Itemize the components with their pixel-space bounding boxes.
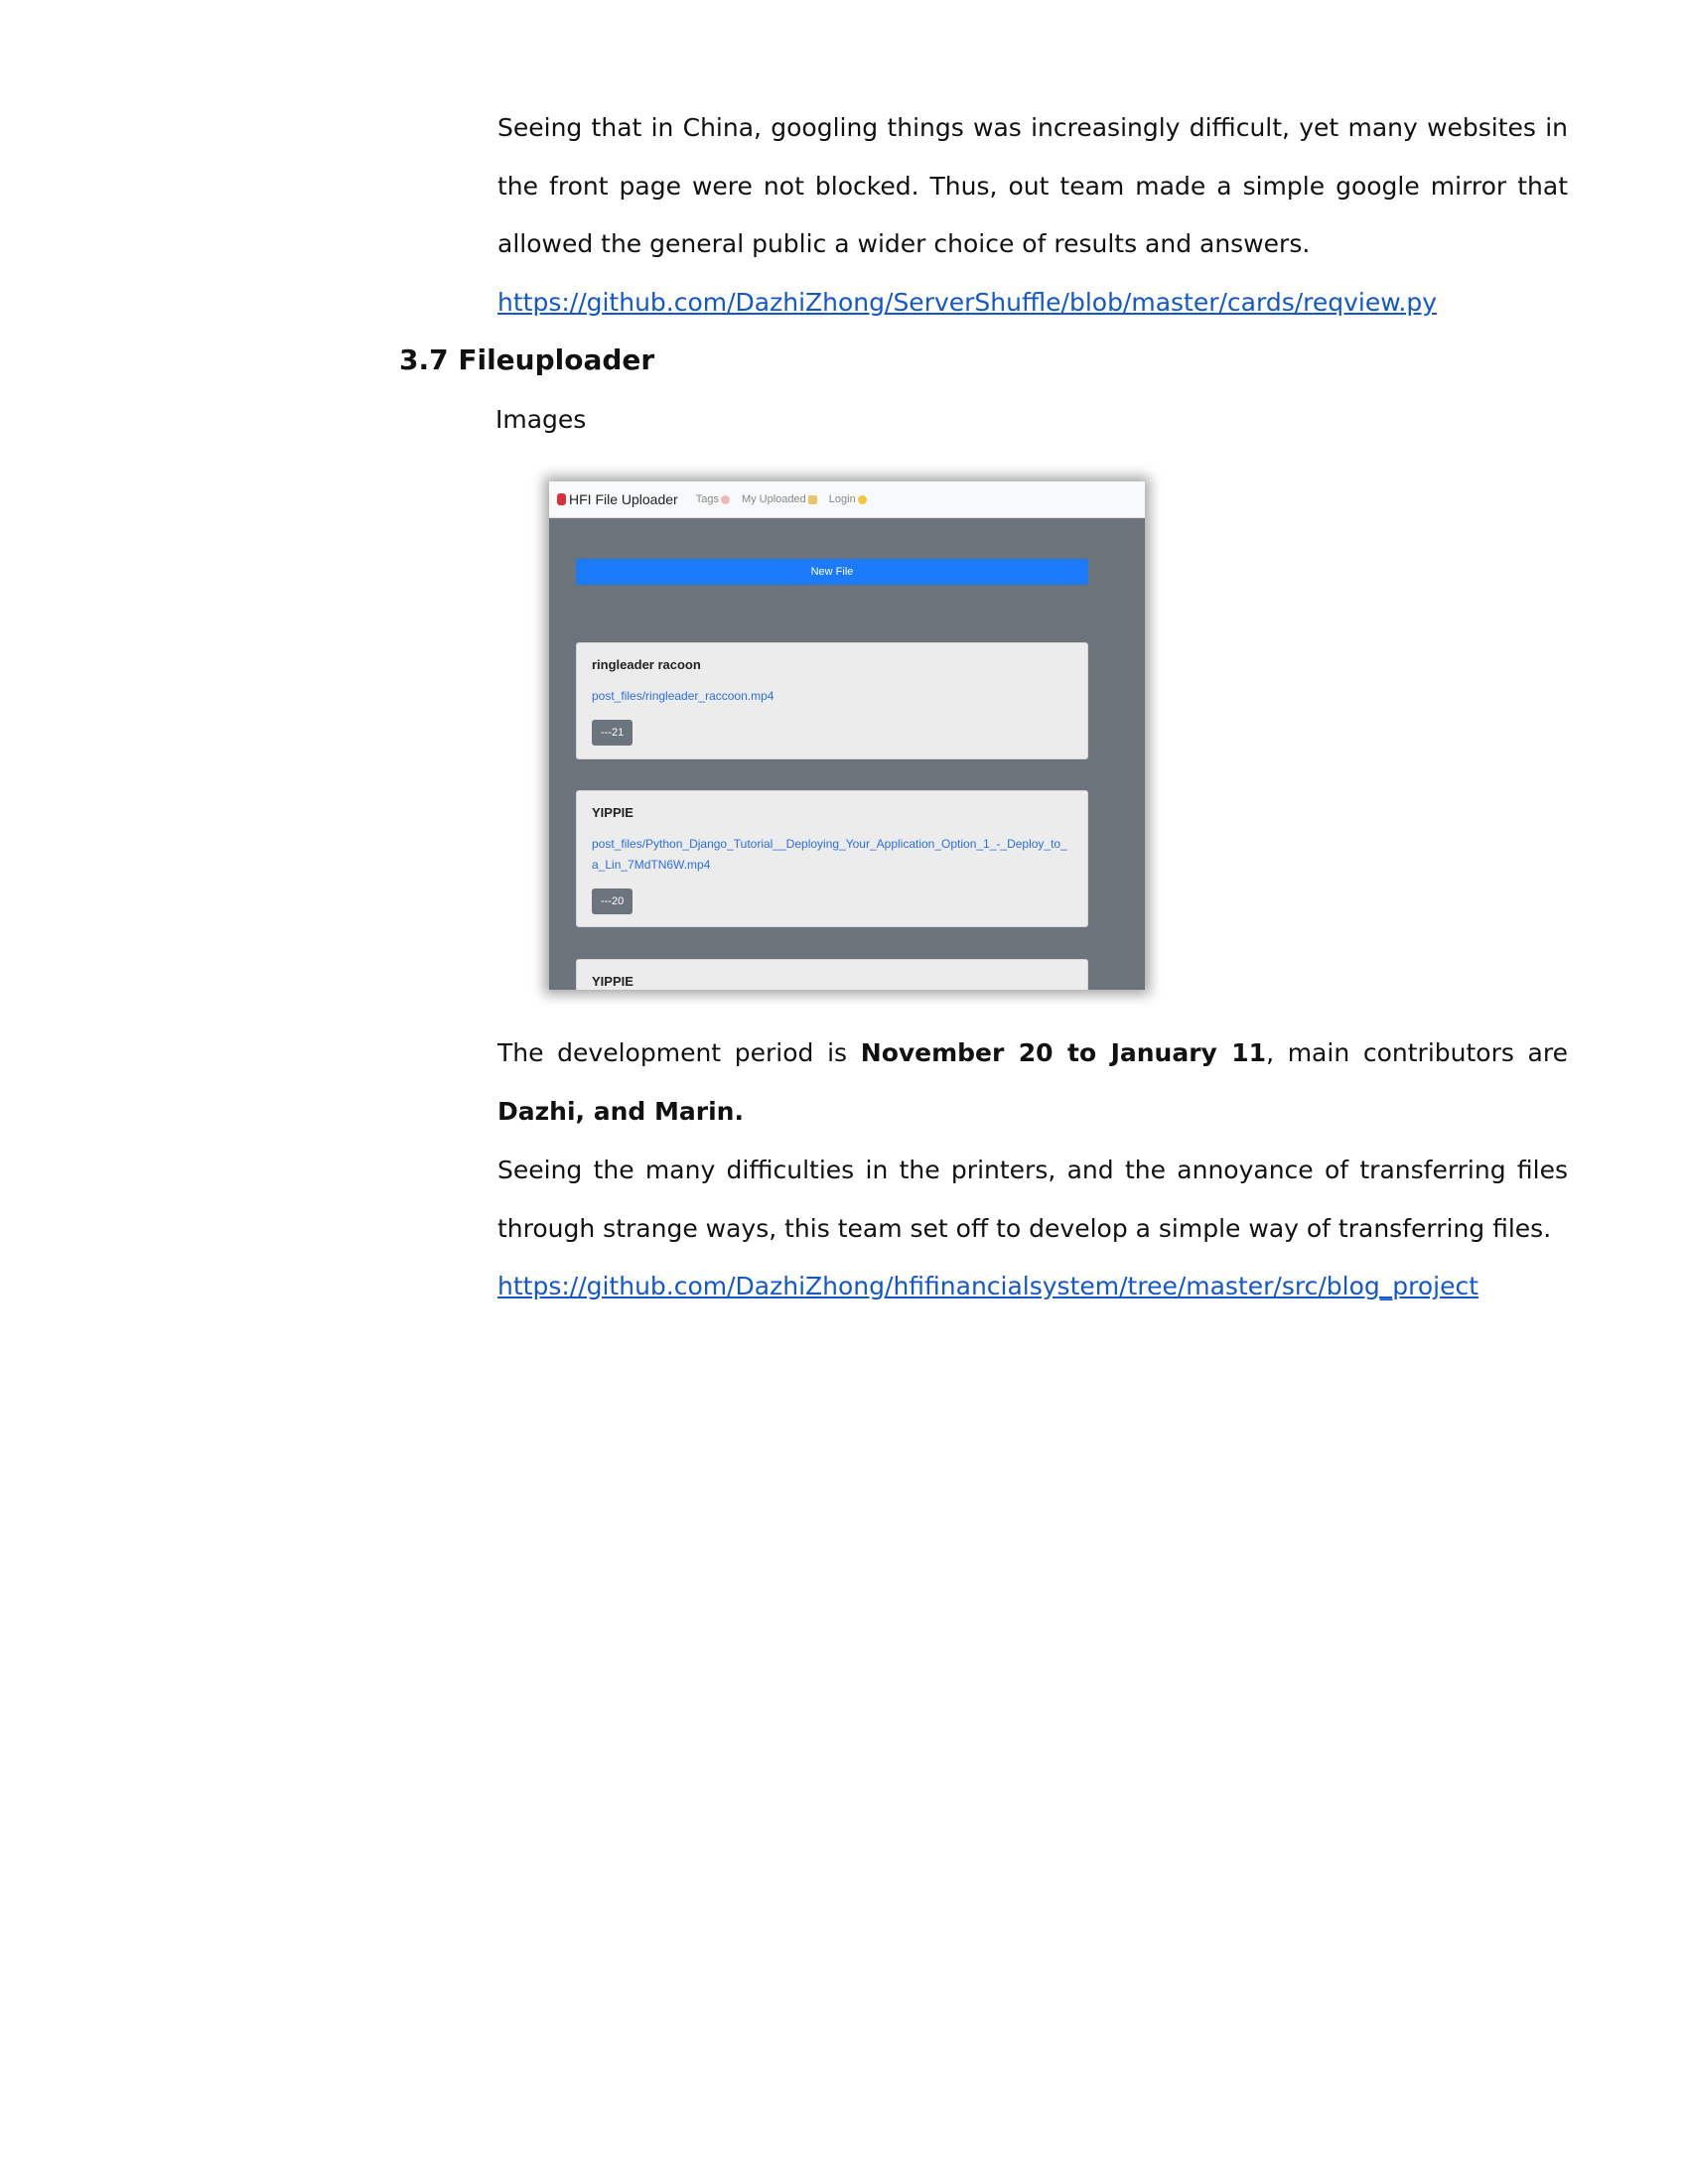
images-label: Images: [495, 405, 587, 434]
intro-link-line: [497, 274, 1568, 333]
nav-my-uploaded: [742, 493, 817, 505]
file-card-title: YIPPIE: [592, 974, 633, 989]
nav-tags: [696, 493, 730, 505]
serverShuffle-link[interactable]: https://github.com/DazhiZhong/ServerShuffle/blob/master/cards/reqview.py: [497, 288, 1438, 317]
brand-label: HFI File Uploader: [569, 491, 678, 507]
hfifinancialsystem-link[interactable]: https://github.com/DazhiZhong/hfifinancialsystem/tree/master/src/blog_project: [497, 1272, 1479, 1300]
tag-emoji-icon: [721, 495, 730, 504]
file-card-link: post_files/Python_Django_Tutorial__Deploying_Your_Application_Option_1_-_Deploy_to_a_Lin_7MdTN6W.mp4: [592, 837, 1067, 872]
file-card: [576, 790, 1088, 927]
screenshot-brand: [557, 491, 678, 507]
file-card: [576, 642, 1088, 759]
nav-tags-label: Tags: [695, 493, 719, 505]
description-text: Seeing the many difficulties in the printers, and the annoyance of transferring files through strange ways, this team set off to develop a simple way of transferring files.: [497, 1156, 1568, 1243]
nav-uploaded-label: My Uploaded: [741, 493, 806, 505]
folder-emoji-icon: [808, 495, 817, 504]
intro-paragraph: [497, 99, 1568, 274]
dev-middle: , main contributors are: [1266, 1038, 1568, 1067]
file-card-badge: ---20: [592, 888, 633, 914]
screenshot-navbar: [549, 481, 1145, 518]
file-card-title: ringleader racoon: [592, 657, 701, 672]
file-card: [576, 959, 1088, 990]
dev-link-line: [497, 1258, 1568, 1316]
section-heading: 3.7 Fileuploader: [399, 343, 655, 376]
file-uploader-screenshot: [549, 481, 1145, 990]
file-card-badge: ---21: [592, 720, 633, 746]
file-card-link: post_files/ringleader_raccoon.mp4: [592, 689, 774, 703]
smile-emoji-icon: [858, 495, 867, 504]
brand-icon: [557, 493, 566, 505]
development-paragraph: [497, 1024, 1568, 1141]
file-card-title: YIPPIE: [592, 805, 633, 820]
dev-prefix: The development period is: [497, 1038, 861, 1067]
intro-text: Seeing that in China, googling things was increasingly difficult, yet many websites in the front page were not blocked. Thus, out team made a simple google mirror that allowed the general public a wider choice of results and answers.: [497, 113, 1568, 258]
nav-login-label: Login: [828, 493, 856, 505]
nav-login: [829, 493, 867, 505]
description-paragraph: [497, 1142, 1568, 1258]
new-file-button: New File: [576, 559, 1088, 585]
dev-period: November 20 to January 11: [860, 1038, 1267, 1067]
dev-contributors: Dazhi, and Marin.: [497, 1096, 744, 1126]
